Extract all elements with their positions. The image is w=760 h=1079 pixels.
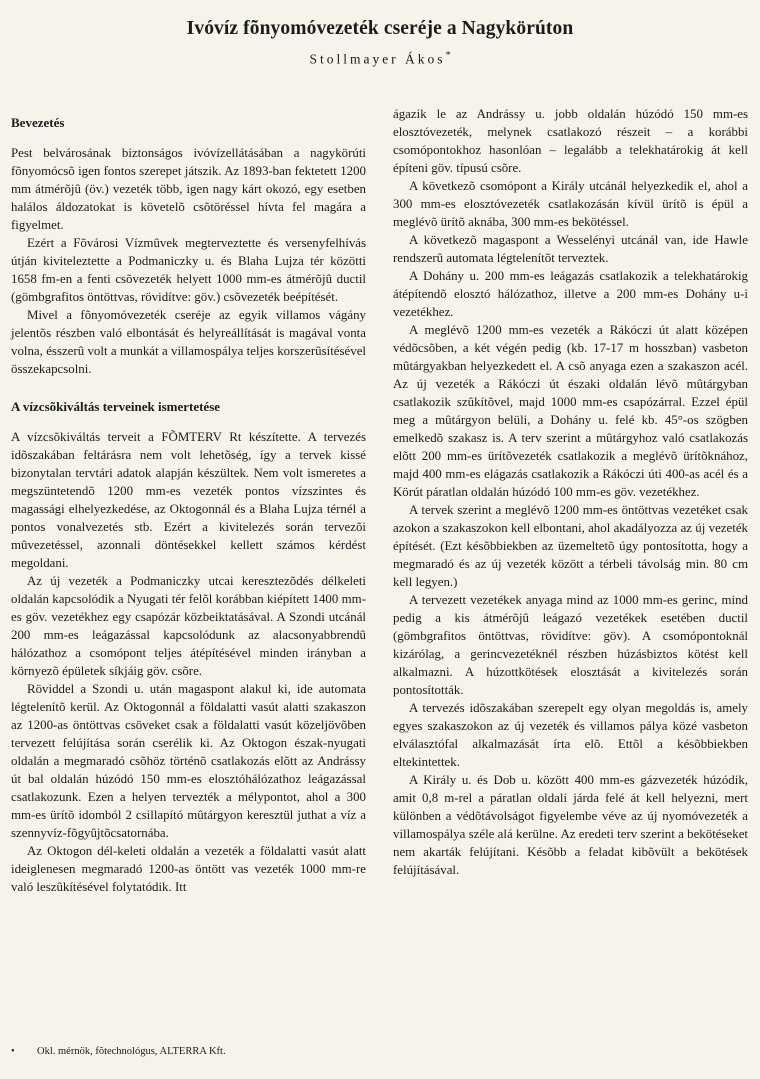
paragraph: Mivel a fõnyomóvezeték cseréje az egyik villamos vágány jelentõs részben való elbontását és helyreállítását is magával vonta volna, ésszerû volt a munkát a villamospálya teljes korszerûsítésével összekapcsolni. [11, 308, 366, 376]
paragraph: A tervezés idõszakában szerepelt egy olyan megoldás is, amely egyes szakaszokon az új vezeték és villamos pálya közé vasbeton elválasztófal alkalmazását írta elõ. Ettõl a késõbbiekben eltekintettek. [393, 701, 748, 769]
paragraph: A vízcsõkiváltás terveit a FÕMTERV Rt készítette. A tervezés idõszakában feltárásra nem volt lehetõség, így a tervek kissé bizonytalan tervtári adatok alapján készültek. Nem volt ismeretes a megszüntetendõ 1200 mm-es vezeték pontos vízszintes és magassági elhelyezkedése, az Oktogonnál és a Blaha Lujza térnél a pontos vonalvezetés stb. Ezért a kivitelezés során tervezõi mûvezetéssel, azonnali döntésekkel kellett számos kérdést megoldani. [11, 430, 366, 570]
paragraph: ágazik le az Andrássy u. jobb oldalán húzódó 150 mm-es elosztóvezeték, melynek csatlakozó részeit – a korábbi csomópontokhoz hasonlóan – legalább a telekhatárokig át kell építeni göv. típusú csõre. [393, 107, 748, 175]
author-footnote-mark: * [445, 50, 451, 61]
paragraph: A tervek szerint a meglévõ 1200 mm-es öntöttvas vezetéket csak azokon a szakaszokon kell elbontani, ahol akadályozza az új vezeték építését. (Ezt késõbbiekben az üzemeltetõ úgy pontosította, hogy a megmaradó és az új vezeték között a térbeli távolság min. 80 cm kell legyen.) [393, 503, 748, 589]
paragraph: Az új vezeték a Podmaniczky utcai keresztezõdés délkeleti oldalán kapcsolódik a Nyugati tér felõl korábban kiépített 1400 mm-es göv. vezetékhez egy csapózár közbeiktatásával. A Szondi utcánál 200 mm-es leágazással kapcsolódunk az alacsonyabbrendû hálózathoz a csomópont teljes átépítésével minden irányban a környezõ épületek síkjáig göv. csõre. [11, 574, 366, 678]
paragraph: A Dohány u. 200 mm-es leágazás csatlakozik a telekhatárokig átépítendõ elosztó hálózathoz, illetve a 200 mm-es Dohány u-i vezetékhez. [393, 269, 748, 319]
author-text: Stollmayer Ákos [309, 51, 446, 67]
paragraph: Az Oktogon dél-keleti oldalán a vezeték a földalatti vasút alatt ideiglenesen megmaradó 1200-as öntött vas vezeték 1000 mm-re való leszûkítésével folytatódik. Itt [11, 844, 366, 894]
article-title: Ivóvíz fõnyomóvezeték cseréje a Nagykörúton [186, 18, 574, 39]
paragraph: A tervezett vezetékek anyaga mind az 1000 mm-es gerinc, mind pedig a kis átmérõjû leágazó vezetékek esetében ductil (gömbgrafitos öntöttvas, rövidítve: göv). A csomópontoknál kizárólag, a gerincvezetéknél részben húzásbiztos kötést kell alkalmazni. A húzottkötések elosztását a kivitelezés során pontosították. [393, 593, 748, 697]
left-column [11, 114, 366, 896]
section-heading-plans: A vízcsõkiváltás terveinek ismertetése [11, 399, 221, 414]
paragraph: Pest belvárosának biztonságos ivóvízellátásában a nagykörúti fõnyomócsõ igen fontos szerepet játszik. Az 1893-ban fektetett 1200 mm átmérõjû (öv.) vezeték több, igen nagy kárt okozó, egy esetben halálos áldozatokat is követelõ csõtöréssel hívta fel magára a figyelmet. [11, 146, 366, 232]
paragraph: A meglévõ 1200 mm-es vezeték a Rákóczi út alatt középen védõcsõben, a két végén pedig (kb. 17-17 m hosszban) vasbeton mûtárgyakban helyezkedett el. A csõ anyaga ezen a szakaszon acél. Az új vezeték a Rákóczi út északi oldalán lévõ mûtárgyban csatlakozik szûkítõvel, majd 1000 mm-es csapózárral. Ezzel épül meg a mûtárgyon belüli, a Dohány u. felé kb. 45°-os szögben emelkedõ szakasz is. A terv szerint a mûtárgyhoz való csatlakozás elõtt 200 mm-es ürítõvezeték csatlakozik a meglévõ ürítõknához, majd 400 mm-es elágazás csatlakozik a Rákóczi úti 400-as acél és a Körút páratlan oldalán húzódó 100 mm-es göv. vezetékhez. [393, 323, 748, 499]
footnote-mark: • [11, 1046, 15, 1057]
author-name [0, 50, 760, 68]
paragraph: A következõ magaspont a Wesselényi utcánál van, ide Hawle rendszerû automata légtelenítõt terveztek. [393, 233, 748, 265]
right-column [393, 105, 748, 879]
paragraph: Ezért a Fõvárosi Vízmûvek megterveztette és versenyfelhívás útján kiviteleztette a Podmaniczky u. és Blaha Lujza tér közötti 1658 fm-en a fenti csõvezeték helyett 1000 mm-es átmérõjû ductil (gömbgrafitos öntöttvas, rövidítve: göv.) csõvezeték beépítését. [11, 236, 366, 304]
footnote-text: Okl. mérnök, fõtechnológus, ALTERRA Kft. [37, 1046, 226, 1057]
paragraph: Röviddel a Szondi u. után magaspont alakul ki, ide automata légtelenítõ kerül. Az Oktogonnál a földalatti vasút alatti szakaszon az 1200-as öntöttvas csöveket csak a földalatti vasút közeljövõben tervezett felújítása során cserélik ki. Az Oktogon észak-nyugati oldalán a megmaradó csõhöz történõ csatlakozás elõtt az Andrássy út bal oldalán húzódó 150 mm-es elosztóhálózathoz leágazással csatlakozunk. Ezen a helyen tervezték a mélypontot, ahol a 300 mm-es ürítõ idomból 2 csillapító mûtárgyon keresztül juthat a víz a szennyvíz-fõgyûjtõcsatornába. [11, 682, 366, 840]
paragraph: A Király u. és Dob u. között 400 mm-es gázvezeték húzódik, amit 0,8 m-rel a páratlan oldali járda felé át kell helyezni, mert különben a védõtávolságot figyelembe véve az új nyomóvezeték a villamospálya széle alá kerülne. Az eredeti terv szerint a bekötéseket nem akarták felújítani. Késõbb a feladat kibõvült a bekötések felújításával. [393, 773, 748, 877]
footnote [11, 1046, 366, 1057]
paragraph: A következõ csomópont a Király utcánál helyezkedik el, ahol a 300 mm-es elosztóvezeték csatlakozásán kívül ürítõ is épül a meglévõ ürítõ aknába, 300 mm-es bekötéssel. [393, 179, 748, 229]
section-heading-introduction: Bevezetés [11, 115, 65, 130]
